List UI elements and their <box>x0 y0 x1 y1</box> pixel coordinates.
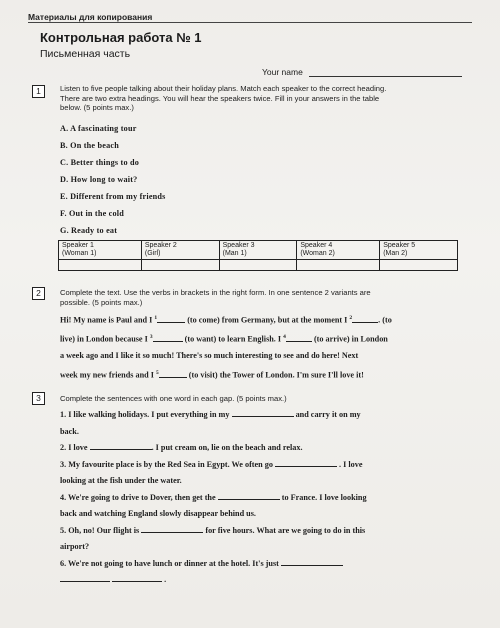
gap-blank[interactable] <box>157 314 185 323</box>
speaker-name: Speaker 1 <box>62 242 94 249</box>
gap-number: 4 <box>283 334 286 341</box>
option-d: D. How long to wait? <box>60 175 138 184</box>
gap-blank[interactable] <box>218 491 280 500</box>
speaker-cell <box>59 241 142 260</box>
text-run: live) in London because I <box>60 334 150 344</box>
text-run: (to want) to learn English. I <box>182 334 284 344</box>
speaker-who: (Woman 1) <box>62 250 97 257</box>
gap-blank[interactable] <box>141 524 203 533</box>
speaker-who: (Girl) <box>144 250 161 257</box>
text-run: . <box>164 575 167 584</box>
speaker-cell <box>380 241 458 260</box>
sentence-6-cont <box>60 572 456 589</box>
sentence-6-line <box>60 556 456 573</box>
sentence-4-cont: back and watching England slowly disappear behind us. <box>60 509 256 518</box>
task-1-instruction-line: There are two extra headings. You will hear the speakers twice. Fill in your answers in the table <box>60 93 380 103</box>
gap-blank[interactable] <box>159 369 187 378</box>
gap-blank[interactable] <box>275 458 337 467</box>
page-subtitle: Письменная часть <box>40 48 131 60</box>
text-run: . (to <box>378 315 392 325</box>
text-run: 4. We're going to drive to Dover, then get the <box>60 492 216 502</box>
task-2-instructions <box>60 288 371 307</box>
speaker-name: Speaker 3 <box>222 242 255 249</box>
sentence-1-line <box>60 407 456 424</box>
task-1-instruction-line: Listen to five people talking about their holiday plans. Match each speaker to the correct heading. <box>60 84 387 93</box>
gap-number: 2 <box>349 315 353 321</box>
speaker-who: (Man 2) <box>383 250 408 257</box>
text-run: (to come) from Germany, but at the moment I <box>185 315 350 325</box>
text-run: 3. My favourite place is by the Red Sea in Egypt. We often go <box>60 459 273 469</box>
text-run: and carry it on my <box>295 410 361 419</box>
task-1-instructions <box>60 84 386 113</box>
your-name-line[interactable] <box>309 68 462 77</box>
option-e: E. Different from my friends <box>60 192 166 201</box>
speaker-who: (Man 1) <box>222 250 247 257</box>
speaker-name: Speaker 5 <box>383 242 416 249</box>
sentence-5-line <box>60 523 456 540</box>
option-c: C. Better things to do <box>60 158 140 167</box>
option-g: G. Ready to eat <box>60 226 118 235</box>
text-run: 5. Oh, no! Our flight is <box>60 525 140 535</box>
task-2-line <box>60 310 456 329</box>
option-f: F. Out in the cold <box>60 209 125 218</box>
gap-blank[interactable] <box>352 314 378 323</box>
text-run: week my new friends and I <box>60 370 156 380</box>
speaker-cell <box>219 241 297 260</box>
page-title: Контрольная работа № 1 <box>40 30 202 45</box>
sentence-1-cont: back. <box>60 426 79 436</box>
task-1-number: 1 <box>32 85 45 98</box>
option-b: B. On the beach <box>60 141 119 150</box>
text-run: (to visit) the Tower of London. I'm sure I'll love it! <box>186 370 364 380</box>
gap-blank[interactable] <box>232 408 294 417</box>
page-header: Материалы для копирования <box>28 12 153 22</box>
text-run: . I love <box>339 459 363 469</box>
task-3-number: 3 <box>32 392 45 405</box>
task-2-instruction-line: Complete the text. Use the verbs in brackets in the right form. In one sentence 2 variants are <box>60 288 371 297</box>
gap-blank[interactable] <box>281 557 343 566</box>
text-run: to France. I love looking <box>281 492 367 502</box>
speaker-cell <box>297 241 380 260</box>
text-run: for five hours. What are we going to do in this <box>205 525 366 535</box>
task-2-line <box>60 365 456 384</box>
text-run: Hi! My name is Paul and I <box>60 315 155 325</box>
sentence-2-line <box>60 440 456 457</box>
sentence-4-line <box>60 490 456 507</box>
task-2-line <box>60 329 456 348</box>
gap-blank[interactable] <box>153 333 183 342</box>
task-3-instructions: Complete the sentences with one word in each gap. (5 points max.) <box>60 394 287 403</box>
text-run: . I put cream on, lie on the beach and relax. <box>151 443 303 452</box>
sentence-5-cont: airport? <box>60 542 90 551</box>
gap-number: 1 <box>154 315 158 321</box>
speaker-cell <box>141 241 219 260</box>
speaker-name: Speaker 2 <box>144 242 177 249</box>
answer-cell[interactable] <box>59 260 142 271</box>
answer-cell[interactable] <box>219 260 297 271</box>
text-run: 6. We're not going to have lunch or dinner at the hotel. It's just <box>60 558 279 568</box>
task-1-instruction-line: below. (5 points max.) <box>60 103 134 112</box>
task-2-line: a week ago and I like it so much! There's so much interesting to see and do here! Next <box>60 351 359 361</box>
answer-cell[interactable] <box>297 260 380 271</box>
answer-cell[interactable] <box>380 260 458 271</box>
sentence-3-line <box>60 457 456 474</box>
task-2-instruction-line: possible. (5 points max.) <box>60 297 143 307</box>
header-rule <box>28 22 472 23</box>
gap-blank[interactable] <box>112 573 162 582</box>
answer-table <box>58 240 458 271</box>
task-2-text <box>60 310 456 384</box>
text-run: (to arrive) in London <box>311 334 388 344</box>
option-a: A. A fascinating tour <box>60 124 137 133</box>
text-run: 1. I like walking holidays. I put everything in my <box>60 410 230 419</box>
text-run: 2. I love <box>60 443 88 452</box>
task-3-sentences <box>60 407 456 589</box>
sentence-3-cont: looking at the fish under the water. <box>60 476 182 485</box>
task-2-number: 2 <box>32 287 45 300</box>
your-name-field[interactable] <box>262 67 462 77</box>
gap-number: 3 <box>149 334 153 341</box>
answer-cell[interactable] <box>141 260 219 271</box>
speaker-who: (Woman 2) <box>300 250 335 257</box>
gap-blank[interactable] <box>90 441 152 450</box>
gap-number: 5 <box>155 369 159 376</box>
speaker-name: Speaker 4 <box>300 242 333 249</box>
gap-blank[interactable] <box>286 333 312 342</box>
your-name-label: Your name <box>262 67 303 77</box>
gap-blank[interactable] <box>60 573 110 582</box>
